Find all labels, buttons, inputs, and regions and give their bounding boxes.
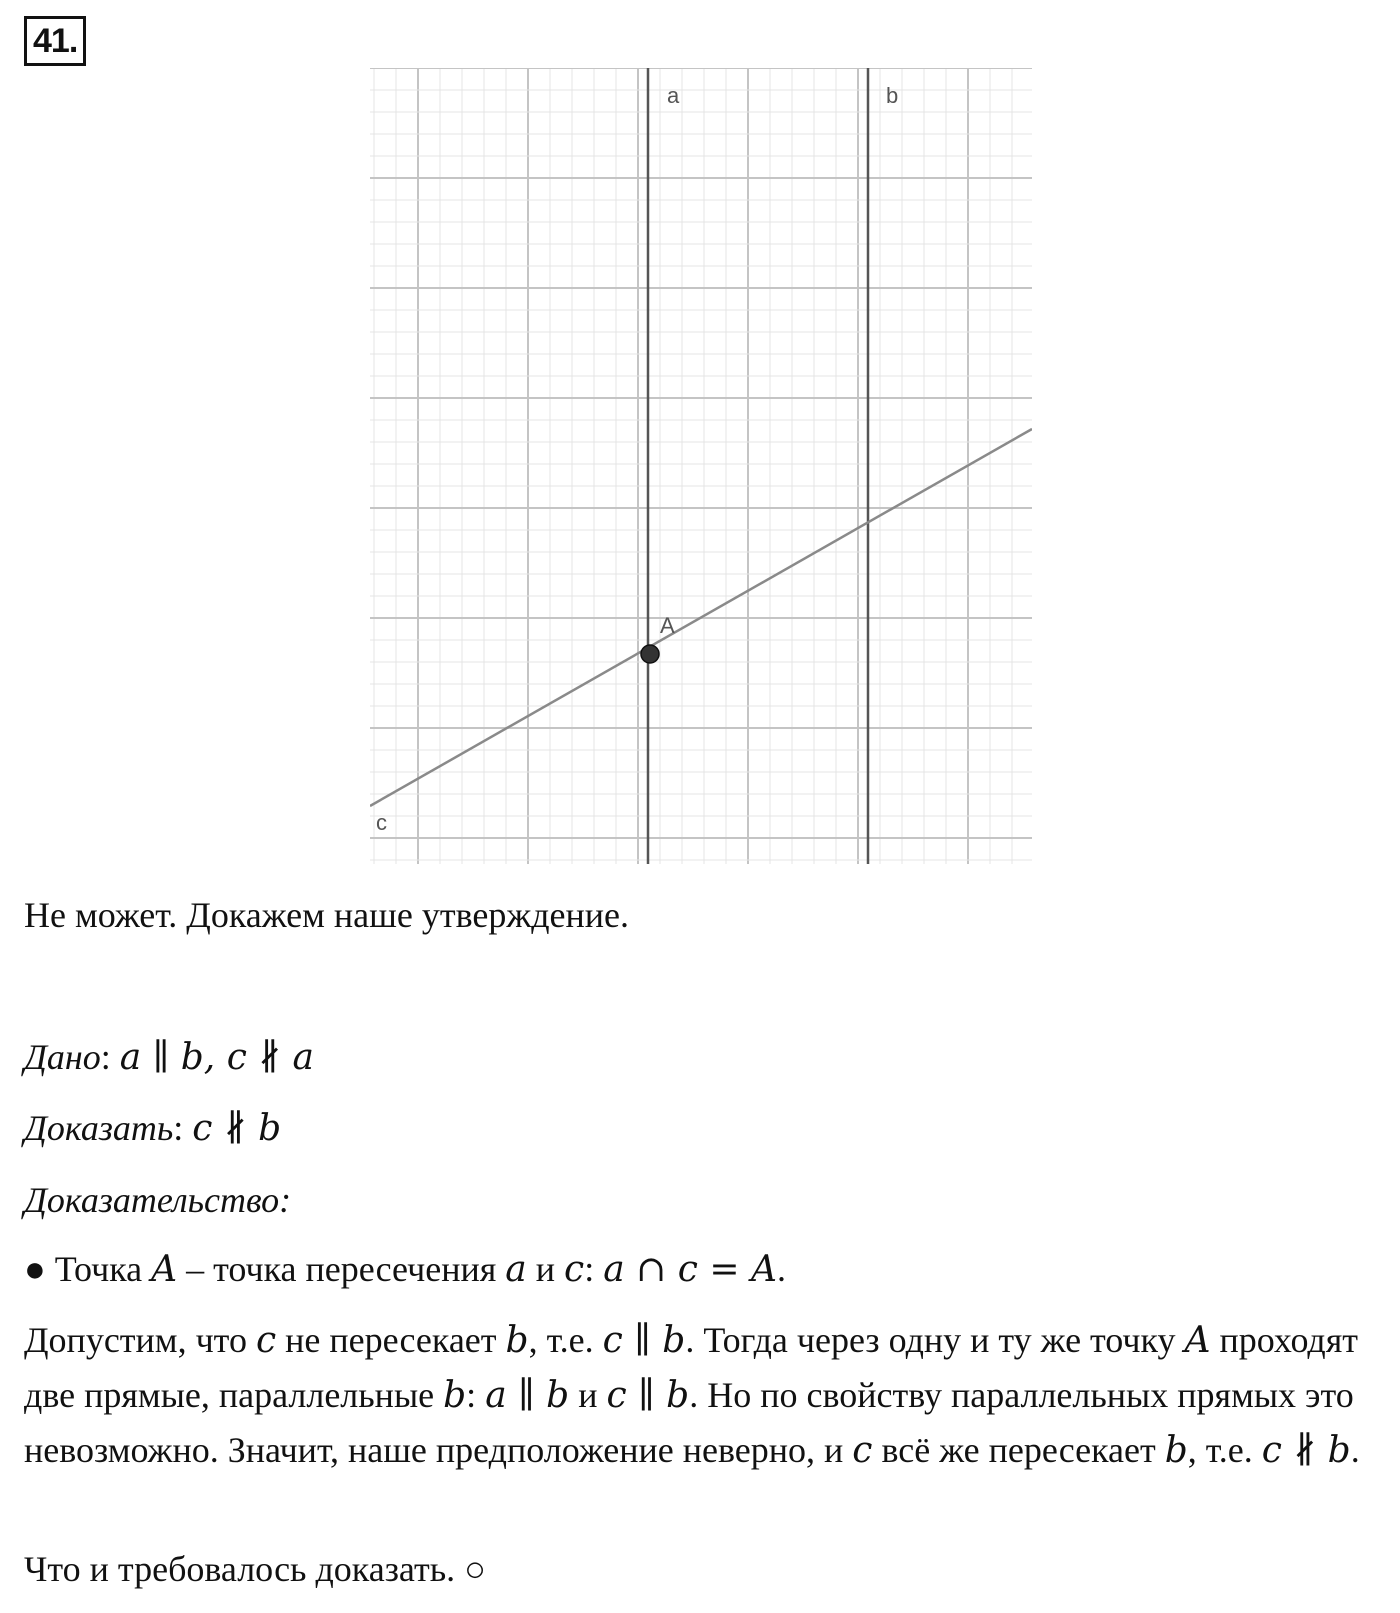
bullet-math-1: A [151, 1249, 178, 1290]
prove-label: Доказать [24, 1108, 174, 1148]
para-math-10: c ∦ b [1261, 1430, 1351, 1471]
prove-line [24, 1101, 1374, 1156]
bullet-math-4: a ∩ c = A [603, 1249, 777, 1290]
label-line-c: c [376, 810, 387, 835]
problem-number: 41. [24, 16, 86, 66]
prove-colon: : [173, 1108, 184, 1148]
para-math-2: b [505, 1320, 529, 1361]
proof-label: Доказательство: [24, 1180, 292, 1220]
para-text-7: и [569, 1375, 607, 1415]
para-math-3: c ∥ b [602, 1320, 686, 1361]
para-math-9: b [1164, 1430, 1188, 1471]
answer-text: Не может. Докажем наше утверждение. [24, 895, 630, 935]
given-line [24, 1030, 1374, 1085]
bullet-text-1: Точка [54, 1249, 143, 1289]
para-text-4: . Тогда через одну и ту же точку [685, 1320, 1185, 1360]
para-math-4: A [1184, 1320, 1211, 1361]
para-text-1: Допустим, что [24, 1320, 256, 1360]
para-text-3: , т.е. [528, 1320, 603, 1360]
grid [370, 68, 1032, 864]
bullet-text-2: – точка пересечения [186, 1249, 497, 1289]
given-label: Дано [24, 1037, 101, 1077]
label-point-a: A [660, 613, 675, 638]
geometry-figure [370, 68, 1032, 864]
para-text-5: проходят две прямые, параллельные [24, 1320, 1359, 1415]
bullet-text-3: и [535, 1249, 556, 1289]
bullet-marker: ● [24, 1249, 46, 1289]
para-math-8: c [852, 1430, 873, 1471]
para-math-5: b [443, 1375, 467, 1416]
para-text-10: , т.е. [1187, 1430, 1262, 1470]
bullet-text-5: . [776, 1249, 786, 1289]
para-math-1: c [255, 1320, 277, 1361]
prove-math: c ∦ b [192, 1108, 282, 1149]
conclusion-text: Что и требовалось доказать. ○ [24, 1549, 486, 1589]
bullet-math-2: a [505, 1249, 527, 1290]
label-line-a: a [667, 83, 680, 108]
para-text-6: : [466, 1375, 486, 1415]
point-a-dot [641, 645, 659, 663]
para-math-6: a ∥ b [485, 1375, 570, 1416]
para-text-8: . Но по свойству параллельных прямых это невозможно. Значит, наше предположение неверно, и [24, 1375, 1354, 1470]
bullet-text-4: : [584, 1249, 595, 1289]
given-math: a ∥ b, c ∦ a [119, 1037, 315, 1078]
para-math-7: c ∥ b [606, 1375, 690, 1416]
para-text-9: всё же пересекает [872, 1430, 1165, 1470]
given-colon: : [100, 1037, 111, 1077]
bullet-math-3: c [564, 1249, 585, 1290]
para-text-11: . [1350, 1430, 1360, 1470]
bullet-line [24, 1242, 1374, 1297]
proof-paragraph [24, 1313, 1374, 1478]
para-text-2: не пересекает [276, 1320, 506, 1360]
label-line-b: b [886, 83, 899, 108]
